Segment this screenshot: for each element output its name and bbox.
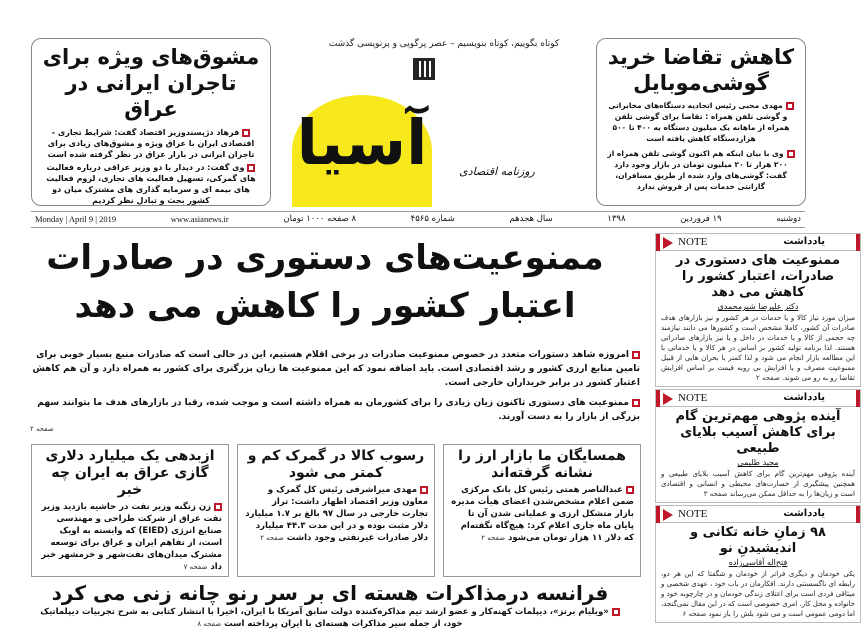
story-title: مشوق‌های ویژه برای تاجران ایرانی در عراق — [42, 45, 260, 121]
story-box[interactable] — [31, 444, 229, 577]
page-ref: صفحه ۲ — [30, 425, 54, 433]
website-link[interactable]: www.asianews.ir — [170, 214, 229, 224]
note-header — [656, 390, 860, 407]
note-author: دکتر علیرضا شیرمحمدی — [717, 302, 799, 311]
dateline-bar — [31, 211, 805, 228]
lead-paragraph: ممنوعیت های دستوری تاکنون زیان زیادی را برای کشورمان به همراه داشته است و موجب شده، رقبا در بازارهای هدف ما بتوانند سهم بزرگی از بازار را به دست آورند. — [37, 398, 640, 422]
story-bullet: وی گفت: در دیدار با دو وزیر عراقی درباره فعالیت های گمرکی، تسهیل فعالیت های تجاری، لزوم فعالیت های بیمه ای و سرمایه گذاری های مشترک میان دو کشور بحث و تبادل نظر کردیم — [46, 163, 256, 205]
note-text: آینده پژوهی مهم‌ترین گام برای کاهش آسیب بلایای طبیعی و همچنین پیشگیری از خسارت‌های محیطی و انسانی و اقتصادی است و زیان‌ها را به حداقل ممکن می‌رساند صفحه ۳ — [661, 470, 855, 498]
note-text: یکی خودمان و دیگری فراتر از خودمان و شگفتا که این هر دو، رابطه ای ناگسستنی دارند. افکارمان در باب خود ، عهدی شخصی و میثاقی فردی است برای اعتلای زندگی خودمان و در چارچوبه خود و خانواده و محل کار. امری خصوصی است که در این مقال نمی‌گنجد، اما دومی عمومی است و می شود بلش را باز نمود صفحه ۶ — [661, 570, 855, 618]
accent-bar — [856, 390, 860, 407]
lead-story[interactable] — [0, 234, 650, 434]
notes-column — [655, 233, 861, 623]
note-title: ممنوعیت های دستوری در صادرات، اعتبار کشور را کاهش می دهد — [675, 253, 841, 300]
story-text: زن زنگنه وزیر نفت در حاشیه بازدید وزیر نفت عراق از شرکت طراحی و مهندسی صنایع انرژی (EIED) که وابسته به اویک است، از تفاهم ایران و عراق برای توسعه مشترک میدان‌های نفت‌شهر و خرمشهر خبر داد صفحه ۷ — [41, 502, 222, 572]
tagline: کوتاه بگوییم، کوتاه بنویسیم – عصر پرگویی و پرنویسی گذشت — [328, 39, 560, 49]
bullet-icon — [632, 351, 640, 359]
price: ۸ صفحه ۱۰۰۰ تومان — [283, 214, 357, 224]
story-bullet: وی با بیان اینکه هم اکنون گوشی تلفن همراه از ۲۰۰ هزار تا ۲۰ میلیون تومان در بازار وجود دارد گفت: گوشی‌های وارد شده از طریق مسافران، گارانتی خدمات پس از فروش ندارد — [605, 148, 797, 192]
page-ref: صفحه ۲ — [481, 534, 506, 542]
story-title: فرانسه درمذاکرات هسته ای بر سر رنو چانه زنی می کرد — [51, 581, 609, 605]
year-fa: ۱۳۹۸ — [607, 214, 626, 224]
note-card[interactable] — [655, 233, 861, 387]
qr-code-icon — [413, 58, 435, 80]
story-title: کاهش تقاضا خرید گوشی‌موبایل — [607, 45, 795, 95]
logo-subtitle: روزنامه اقتصادی — [459, 165, 535, 178]
bullet-icon — [247, 164, 255, 172]
note-tag: NOTE — [678, 236, 708, 248]
story-text: عبدالناصر همتی رئیس کل بانک مرکزی ضمن اعلام مشخص‌شدن اعضای هیأت مدیره بازار متشکل ارزی و عملیاتی شدن آن تا پایان ماه جاری اعلام کرد: هیچ‌گاه نگفته‌ام که دلار ۱۱ هزار تومان می‌شود صفحه ۲ — [451, 485, 634, 543]
note-tag: NOTE — [678, 392, 708, 404]
main-column — [0, 234, 650, 630]
note-card[interactable] — [655, 389, 861, 503]
issue-number: شماره ۴۵۶۵ — [410, 214, 455, 224]
story-box[interactable] — [443, 444, 641, 577]
note-author: مجید طلیمی — [737, 458, 779, 467]
story-bullet: مهدی محبی رئیس اتحادیه دستگاه‌های مخابراتی و گوشی تلفن همراه : تقاضا برای گوشی تلفن همراه از ماهانه یک میلیون دستگاه به ۴۰۰ تا ۵۰۰ هزاردستگاه کاهش یافته است — [605, 100, 797, 144]
lead-paragraph: امروزه شاهد دستورات متعدد در خصوص ممنوعیت صادرات در برخی اقلام هستیم، این در حالی است که صادرات منبع بسیار خوبی برای تامین منابع ارزی کشور و رشد اقتصادی است. باید اضافه نمود که این ممنوعیت ها زیان بزرگتری برای کشور به همراه دارد و آن هم کاهش اعتبار کشور در برابر خریداران خارجی است. — [32, 350, 640, 388]
note-label: یادداشت — [783, 236, 825, 247]
story-text: مهدی میراشرفی رئیس کل گمرک و معاون وزیر اقتصاد اظهار داشت: تراز تجارت خارجی در سال ۹۷ بالغ بر ۱.۷ میلیارد دلار مثبت بوده و در این مدت ۴۴.۳ میلیارد دلار صادرات غیرنفتی وجود داشت صفحه ۲ — [245, 485, 428, 543]
bullet-icon — [787, 150, 795, 158]
play-arrow-icon — [663, 509, 673, 521]
volume: سال هجدهم — [509, 214, 553, 224]
page-ref: صفحه ۲ — [756, 374, 780, 382]
logo: آسیا — [296, 106, 428, 179]
play-arrow-icon — [663, 393, 673, 405]
bullet-icon — [786, 102, 794, 110]
story-text: «ویلیام برنز»، دیپلمات کهنه‌کار و عضو ارشد تیم مذاکره‌کننده دولت سابق آمریکا با ایران، اخیرا با انتشار کتابی به شرح تجربیات دیپلماتیک خود، از جمله سیر مذاکرات هسته‌ای با ایران پرداخته است صفحه ۸ — [30, 606, 630, 630]
bullet-icon — [632, 399, 640, 407]
weekday-fa: دوشنبه — [776, 214, 801, 224]
note-title: آینده پژوهی مهم‌ترین گام برای کاهش آسیب بلایای طبیعی — [675, 409, 841, 456]
note-label: یادداشت — [783, 392, 825, 403]
story-bullet: فرهاد دژپسندوزیر اقتصاد گفت: شرایط تجاری - اقتصادی ایران با عراق ویژه و مشوق‌های زیادی برای تاجران ایرانی در بازار عراق در نظر گرفته شده است — [47, 128, 255, 159]
page-ref: صفحه ۲ — [260, 534, 284, 542]
page-ref: صفحه ۷ — [183, 563, 208, 571]
stories-row — [0, 444, 650, 577]
lead-headline: اعتبار کشور را کاهش می دهد — [74, 286, 576, 326]
story-title: رسوب کالا در گمرک کم و کمتر می شود — [247, 448, 425, 481]
top-left-story[interactable] — [31, 38, 271, 206]
date-en: Monday | April 9 | 2019 — [35, 214, 117, 224]
bullet-icon — [214, 503, 222, 511]
bullet-icon — [612, 608, 620, 616]
bullet-icon — [242, 129, 250, 137]
note-header — [656, 506, 860, 523]
page-ref: صفحه ۸ — [197, 620, 222, 628]
note-author: فتح‌اله آقاسی‌زاده — [728, 558, 788, 567]
accent-bar — [656, 506, 660, 523]
note-label: یادداشت — [783, 508, 825, 519]
story-title: ازبدهی یک میلیارد دلاری گازی عراق به ایران چه خبر — [45, 448, 215, 498]
bullet-icon — [626, 486, 634, 494]
accent-bar — [856, 506, 860, 523]
lead-headline: ممنوعیت‌های دستوری در صادرات — [46, 238, 604, 278]
top-right-story[interactable] — [596, 38, 806, 206]
note-title: ۹۸ زمانِ خانه تکانی و اندیشیدنِ نو — [690, 525, 826, 556]
bottom-story[interactable] — [0, 581, 650, 630]
bullet-icon — [420, 486, 428, 494]
note-card[interactable] — [655, 505, 861, 623]
note-text: میزان مورد نیاز کالا و یا خدمات در هر کشور و نیز بازارهای هدف صادرات آن کشور، کاملا مشخص است و کشورها می دانند نیازمند چه حجمی از کالا و یا خدمات در داخل و یا نیز بازارهای صادراتی هستند. لذا برنامه تولید کشور بر اساس در هر کالا و یا خدماتی با این مطالعه بازار انجام می شود و لذا کمتر با بحران هایی از قبیل ممنوعیت مصرف و یا افزایش بی رویه قیمت بر اساس افزایش تقاضا رو به رو می شوند. صفحه ۲ — [661, 314, 855, 382]
note-tag: NOTE — [678, 508, 708, 520]
accent-bar — [656, 234, 660, 251]
page-ref: صفحه ۳ — [703, 490, 728, 498]
page-ref: صفحه ۶ — [682, 610, 707, 618]
accent-bar — [856, 234, 860, 251]
note-header — [656, 234, 860, 251]
accent-bar — [656, 390, 660, 407]
date-fa: ۱۹ فروردین — [680, 214, 722, 224]
play-arrow-icon — [663, 237, 673, 249]
story-box[interactable] — [237, 444, 435, 577]
story-title: همسایگان ما بازار ارز را نشانه گرفته‌اند — [458, 448, 626, 481]
